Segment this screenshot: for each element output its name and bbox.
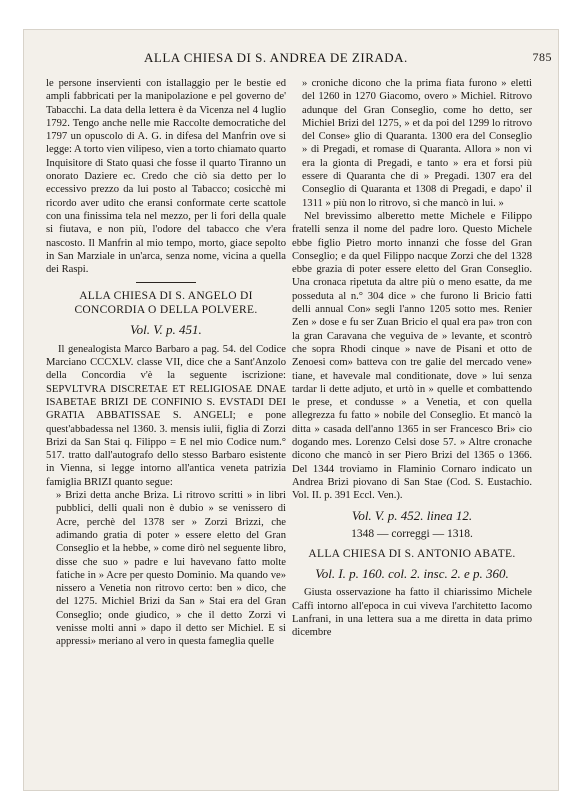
volume-reference: Vol. V. p. 451. <box>130 322 202 338</box>
paragraph: Giusta osservazione ha fatto il chiarissimo Michele Caffi intorno all'epoca in cui viveva l'architetto Iacomo Lanfrani, in una lettera sua a me diretta in data primo dicembre <box>292 587 532 639</box>
volume-reference: Vol. I. p. 160. col. 2. insc. 2. e p. 360. <box>315 566 509 582</box>
quoted-paragraph: » croniche dicono che la prima fiata furono » eletti del 1260 in 1270 Giacomo, overo » Michiel. Ritrovo adunque del Gran Conseglio, come ho detto, ser Michiel Brizi del 1275, » et da poi del 1299 lo ritrovo del Conse» glio di Quaranta. 1300 era del Conseglio » di Pregadi, et romase di Quaranta. Allora » non vi era la gionta di Pregadi, e tanto » era et forsi più essere di Quaranta che di » Pregadi. 1307 era del Conseglio di Quaranta et 1308 di Pregadi, e dapo' il 1311 » più non lo ritrovo, sì che mancò in lui. » <box>302 78 532 209</box>
paragraph: Nel brevissimo alberetto mette Michele e Filippo fratelli senza il nome del padre loro. Questo Michele ebbe figlio Pietro morto innanzi che fosse del Gran Conseglio; e da quel Filippo nacque Zorzi che del 1328 ebbe grazia di poter essere eletto del Gran Conseglio. Una cronaca ripetuta da altre più o meno esatte, da me posseduta al n.° 304 dice » che furono li Bricio fatti delli annual Con» segli l'anno 1205 sotto mes. Renier Zen » dose e fu ser Zuan Bricio el qual era pa» tron con la gran Caravana che veguiva de » levante, et scontrò che sopra Rhodi cinque » nave de Pisani et otto de Zenoesi com» batteva con tre galie del mercado vene» tiane, et havevale mal conditionate, dove » lui senza tardar li dette adjuto, et urtò in » quelle et combattendo le prese, et condusse » a Venetia, et con quella allegrezza fu fatto » nobile del Conseglio. Et mancò la ditta » casada dell'anno 1365 in ser Francesco Bri» cio dogando mes. Lorenzo Celsi dose 57. » Altre cronache dicono che mancò in ser Piero Brizi del 1365 o 1366. Del 1344 troviamo in Flaminio Cornaro indicato un Andrea Brizi piovano di San Stae (Cod. S. Eustachio. Vol. II. p. 391 Eccl. Ven.). <box>292 210 532 502</box>
section-heading: ALLA CHIESA DI S. ANGELO DI CONCORDIA O DELLA POLVERE. <box>74 290 258 317</box>
paragraph: Il genealogista Marco Barbaro a pag. 54. del Codice Marciano CCCXLV. classe VII, dice che a Sant'Anzolo della Concordia v'è la seguente iscrizione: SEPVLTVRA DISCRETAE ET RELIGIOSAE DNAE ISABETAE BRIZI DE CONFINIO S. EVSTADI DEI GRATIA ABBATISSAE S. ANGELI; e pone quest'abbadessa nel 1360. 3. mensis iulii, figlia di Zorzi Brizi da San Stai q. Filippo = E nel mio Codice num.° 517. tratto dall'autografo dello stesso Barbaro esistente in Vienna, si legge intorno all'antica veneta patrizia famiglia BRIZI quanto segue: <box>46 343 286 488</box>
page-number: 785 <box>532 50 552 64</box>
section-divider <box>136 282 196 283</box>
left-column <box>46 77 286 649</box>
header-title: ALLA CHIESA DI S. ANDREA DE ZIRADA. <box>144 50 408 65</box>
volume-reference: Vol. V. p. 452. linea 12. <box>351 507 473 523</box>
correction-note: 1348 — correggi — 1318. <box>351 527 473 540</box>
right-column <box>292 77 532 640</box>
book-page <box>24 30 558 790</box>
running-header <box>24 50 558 70</box>
section-heading: ALLA CHIESA DI S. ANTONIO ABATE. <box>308 548 516 561</box>
quoted-paragraph: » Brizi detta anche Briza. Li ritrovo scritti » in libri pubblici, delli quali non è dubio » se venissero di Acre, perchè del 1378 ser » Zorzi Brizzi, che adimando gratia di poter » essere eletto del Gran Conseglio et la hebbe, » come dirò nel seguente libro, disse che suo » padre e lui havevano fatto molte fatiche in » Acre per questo Dominio. Ma quando ve» nissero a Venetia non ritrovo certo: ben » dico, che del 1275. Michiel Brizi da San » Stai era del Gran Conseglio; onde giudico, » che il detto Zorzi vi venisse molti anni » dapo il detto ser Michiel. E si appressi» meriano al vero in questa fameglia quelle <box>56 490 286 648</box>
paragraph: le persone inservienti con istallaggio per le bestie ed ampli fabbricati per la manipolazione e pel governo de' Tabacchi. La data della lettera è da Vicenza nel 4 luglio 1792. Tengo anche nelle mie Raccolte democratiche del 1797 un opuscolo di A. G. in difesa del Manfrin ove si legge: A torto vien vilipeso, vien a torto chiamato quarto Inquisitore di Stato quasi che fosse il quarto Tiranno un onorato Daziere ec. Credo che ciò sia detto per lo eccessivo prezzo da lui posto al Tabacco; cosicchè mi ricordo aver udito che eransi conformate certe scattole con una finissima tela nel mezzo, per li fori della quale si fiutava, e non più, l'odore del tabacco che v'era nascosto. Il Manfrin al mio tempo, morto, giace sepolto in San Marziale in un'arca, senza nome, vicina a quella dei Raspi. <box>46 78 286 276</box>
